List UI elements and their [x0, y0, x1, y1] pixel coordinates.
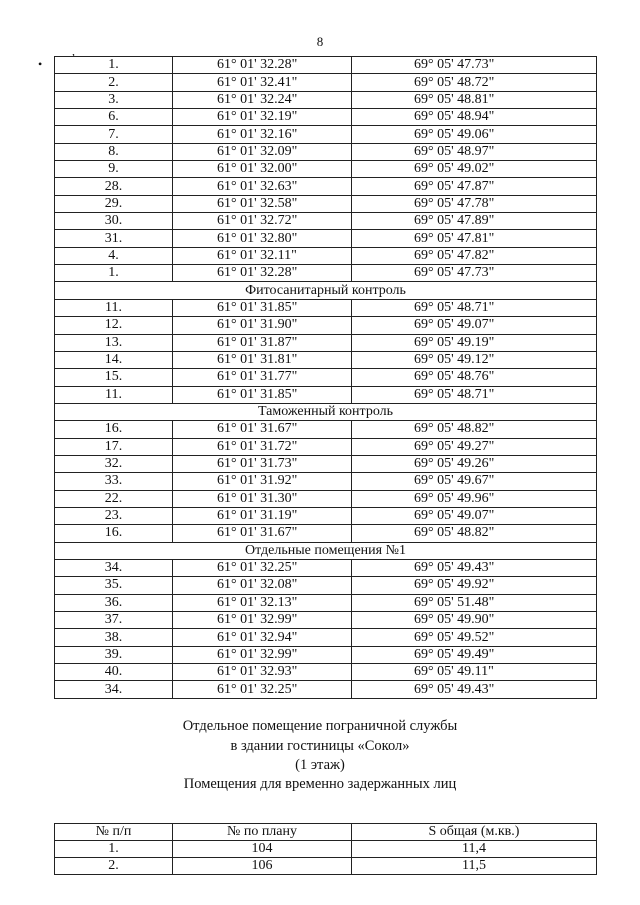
latitude-cell: 61° 01' 31.30" [173, 490, 352, 507]
table-row [55, 525, 597, 542]
section-heading-row [55, 542, 597, 559]
longitude-cell: 69° 05' 49.19" [352, 334, 597, 351]
point-number-cell: 22. [55, 490, 173, 507]
latitude-cell: 61° 01' 31.77" [173, 369, 352, 386]
longitude-cell: 69° 05' 49.06" [352, 126, 597, 143]
table-row [55, 299, 597, 316]
latitude-cell: 61° 01' 32.80" [173, 230, 352, 247]
table-row [55, 473, 597, 490]
point-number-cell: 9. [55, 161, 173, 178]
point-number-cell: 36. [55, 594, 173, 611]
table-row [55, 230, 597, 247]
latitude-cell: 61° 01' 31.81" [173, 351, 352, 368]
longitude-cell: 69° 05' 47.87" [352, 178, 597, 195]
rooms-table [54, 823, 597, 875]
latitude-cell: 61° 01' 32.09" [173, 143, 352, 160]
table-row [55, 438, 597, 455]
latitude-cell: 61° 01' 31.72" [173, 438, 352, 455]
latitude-cell: 61° 01' 32.41" [173, 74, 352, 91]
point-number-cell: 11. [55, 299, 173, 316]
longitude-cell: 69° 05' 49.67" [352, 473, 597, 490]
point-number-cell: 12. [55, 317, 173, 334]
table-row [55, 490, 597, 507]
latitude-cell: 61° 01' 31.87" [173, 334, 352, 351]
section-heading: Фитосанитарный контроль [55, 282, 597, 299]
section-heading: Таможенный контроль [55, 403, 597, 420]
table-row [55, 369, 597, 386]
latitude-cell: 61° 01' 32.28" [173, 57, 352, 74]
longitude-cell: 69° 05' 49.90" [352, 612, 597, 629]
table-row [55, 317, 597, 334]
table-row [55, 421, 597, 438]
section-heading-row [55, 282, 597, 299]
table-row [55, 559, 597, 576]
caption-line-2: в здании гостиницы «Сокол» [230, 738, 410, 754]
longitude-cell: 69° 05' 51.48" [352, 594, 597, 611]
point-number-cell: 33. [55, 473, 173, 490]
table-row [55, 195, 597, 212]
longitude-cell: 69° 05' 48.82" [352, 421, 597, 438]
table-row [55, 612, 597, 629]
latitude-cell: 61° 01' 32.11" [173, 247, 352, 264]
latitude-cell: 61° 01' 32.72" [173, 213, 352, 230]
latitude-cell: 61° 01' 32.99" [173, 612, 352, 629]
longitude-cell: 69° 05' 49.02" [352, 161, 597, 178]
coordinates-table [54, 56, 597, 699]
latitude-cell: 61° 01' 31.90" [173, 317, 352, 334]
point-number-cell: 6. [55, 109, 173, 126]
point-number-cell: 3. [55, 91, 173, 108]
table-row [55, 858, 597, 875]
longitude-cell: 69° 05' 48.76" [352, 369, 597, 386]
table-row [55, 629, 597, 646]
longitude-cell: 69° 05' 48.71" [352, 386, 597, 403]
point-number-cell: 34. [55, 681, 173, 698]
table-row [55, 247, 597, 264]
point-number-cell: 31. [55, 230, 173, 247]
longitude-cell: 69° 05' 49.12" [352, 351, 597, 368]
longitude-cell: 69° 05' 48.72" [352, 74, 597, 91]
point-number-cell: 11. [55, 386, 173, 403]
section-heading: Отдельные помещения №1 [55, 542, 597, 559]
point-number-cell: 30. [55, 213, 173, 230]
longitude-cell: 69° 05' 47.73" [352, 265, 597, 282]
latitude-cell: 61° 01' 31.67" [173, 421, 352, 438]
latitude-cell: 61° 01' 32.13" [173, 594, 352, 611]
latitude-cell: 61° 01' 31.67" [173, 525, 352, 542]
latitude-cell: 61° 01' 32.25" [173, 559, 352, 576]
point-number-cell: 35. [55, 577, 173, 594]
latitude-cell: 61° 01' 31.92" [173, 473, 352, 490]
latitude-cell: 61° 01' 32.99" [173, 646, 352, 663]
longitude-cell: 69° 05' 47.82" [352, 247, 597, 264]
point-number-cell: 1. [55, 57, 173, 74]
latitude-cell: 61° 01' 32.58" [173, 195, 352, 212]
longitude-cell: 69° 05' 47.78" [352, 195, 597, 212]
longitude-cell: 69° 05' 49.07" [352, 507, 597, 524]
point-number-cell: 32. [55, 455, 173, 472]
table-row [55, 265, 597, 282]
point-number-cell: 16. [55, 525, 173, 542]
table-row [55, 841, 597, 858]
longitude-cell: 69° 05' 47.81" [352, 230, 597, 247]
scan-mark: , [72, 44, 75, 58]
table-row [55, 681, 597, 698]
point-number-cell: 29. [55, 195, 173, 212]
latitude-cell: 61° 01' 32.93" [173, 664, 352, 681]
table-row [55, 664, 597, 681]
longitude-cell: 69° 05' 49.52" [352, 629, 597, 646]
table-row [55, 577, 597, 594]
table-row [55, 507, 597, 524]
latitude-cell: 61° 01' 32.19" [173, 109, 352, 126]
caption-line-1: Отдельное помещение пограничной службы [182, 718, 458, 734]
table-row [55, 646, 597, 663]
table-row [55, 161, 597, 178]
scan-mark-dot: • [38, 57, 43, 71]
point-number-cell: 17. [55, 438, 173, 455]
table-row [55, 213, 597, 230]
section-heading-row [55, 403, 597, 420]
longitude-cell: 69° 05' 49.07" [352, 317, 597, 334]
point-number-cell: 28. [55, 178, 173, 195]
table-row [55, 126, 597, 143]
longitude-cell: 69° 05' 48.71" [352, 299, 597, 316]
longitude-cell: 69° 05' 49.11" [352, 664, 597, 681]
table-row [55, 91, 597, 108]
longitude-cell: 69° 05' 49.92" [352, 577, 597, 594]
table-row [55, 594, 597, 611]
latitude-cell: 61° 01' 31.85" [173, 299, 352, 316]
latitude-cell: 61° 01' 32.25" [173, 681, 352, 698]
point-number-cell: 7. [55, 126, 173, 143]
table-row [55, 143, 597, 160]
table-row [55, 386, 597, 403]
point-number-cell: 34. [55, 559, 173, 576]
longitude-cell: 69° 05' 49.27" [352, 438, 597, 455]
longitude-cell: 69° 05' 49.49" [352, 646, 597, 663]
table-row [55, 74, 597, 91]
row-number-cell: 2. [55, 858, 173, 875]
point-number-cell: 13. [55, 334, 173, 351]
longitude-cell: 69° 05' 48.81" [352, 91, 597, 108]
point-number-cell: 16. [55, 421, 173, 438]
plan-number-cell: 106 [173, 858, 352, 875]
longitude-cell: 69° 05' 49.43" [352, 559, 597, 576]
latitude-cell: 61° 01' 31.73" [173, 455, 352, 472]
point-number-cell: 14. [55, 351, 173, 368]
latitude-cell: 61° 01' 32.94" [173, 629, 352, 646]
table-row [55, 455, 597, 472]
latitude-cell: 61° 01' 32.63" [173, 178, 352, 195]
table-row [55, 351, 597, 368]
longitude-cell: 69° 05' 49.96" [352, 490, 597, 507]
row-number-cell: 1. [55, 841, 173, 858]
caption-line-3: (1 этаж) [295, 757, 345, 773]
point-number-cell: 23. [55, 507, 173, 524]
header-cell: № по плану [173, 824, 352, 841]
longitude-cell: 69° 05' 48.82" [352, 525, 597, 542]
latitude-cell: 61° 01' 32.16" [173, 126, 352, 143]
latitude-cell: 61° 01' 32.00" [173, 161, 352, 178]
header-cell: № п/п [55, 824, 173, 841]
longitude-cell: 69° 05' 48.94" [352, 109, 597, 126]
latitude-cell: 61° 01' 32.08" [173, 577, 352, 594]
point-number-cell: 38. [55, 629, 173, 646]
point-number-cell: 39. [55, 646, 173, 663]
latitude-cell: 61° 01' 31.19" [173, 507, 352, 524]
point-number-cell: 15. [55, 369, 173, 386]
point-number-cell: 40. [55, 664, 173, 681]
latitude-cell: 61° 01' 32.28" [173, 265, 352, 282]
table-row [55, 178, 597, 195]
header-cell: S общая (м.кв.) [352, 824, 597, 841]
area-cell: 11,4 [352, 841, 597, 858]
latitude-cell: 61° 01' 32.24" [173, 91, 352, 108]
point-number-cell: 4. [55, 247, 173, 264]
longitude-cell: 69° 05' 49.43" [352, 681, 597, 698]
point-number-cell: 8. [55, 143, 173, 160]
table-row [55, 57, 597, 74]
table-row [55, 334, 597, 351]
point-number-cell: 2. [55, 74, 173, 91]
plan-number-cell: 104 [173, 841, 352, 858]
area-cell: 11,5 [352, 858, 597, 875]
point-number-cell: 1. [55, 265, 173, 282]
caption-line-4: Помещения для временно задержанных лиц [183, 776, 457, 792]
rooms-header-row [55, 824, 597, 841]
latitude-cell: 61° 01' 31.85" [173, 386, 352, 403]
page-number: 8 [316, 34, 324, 49]
longitude-cell: 69° 05' 47.73" [352, 57, 597, 74]
longitude-cell: 69° 05' 47.89" [352, 213, 597, 230]
longitude-cell: 69° 05' 48.97" [352, 143, 597, 160]
longitude-cell: 69° 05' 49.26" [352, 455, 597, 472]
table-row [55, 109, 597, 126]
point-number-cell: 37. [55, 612, 173, 629]
